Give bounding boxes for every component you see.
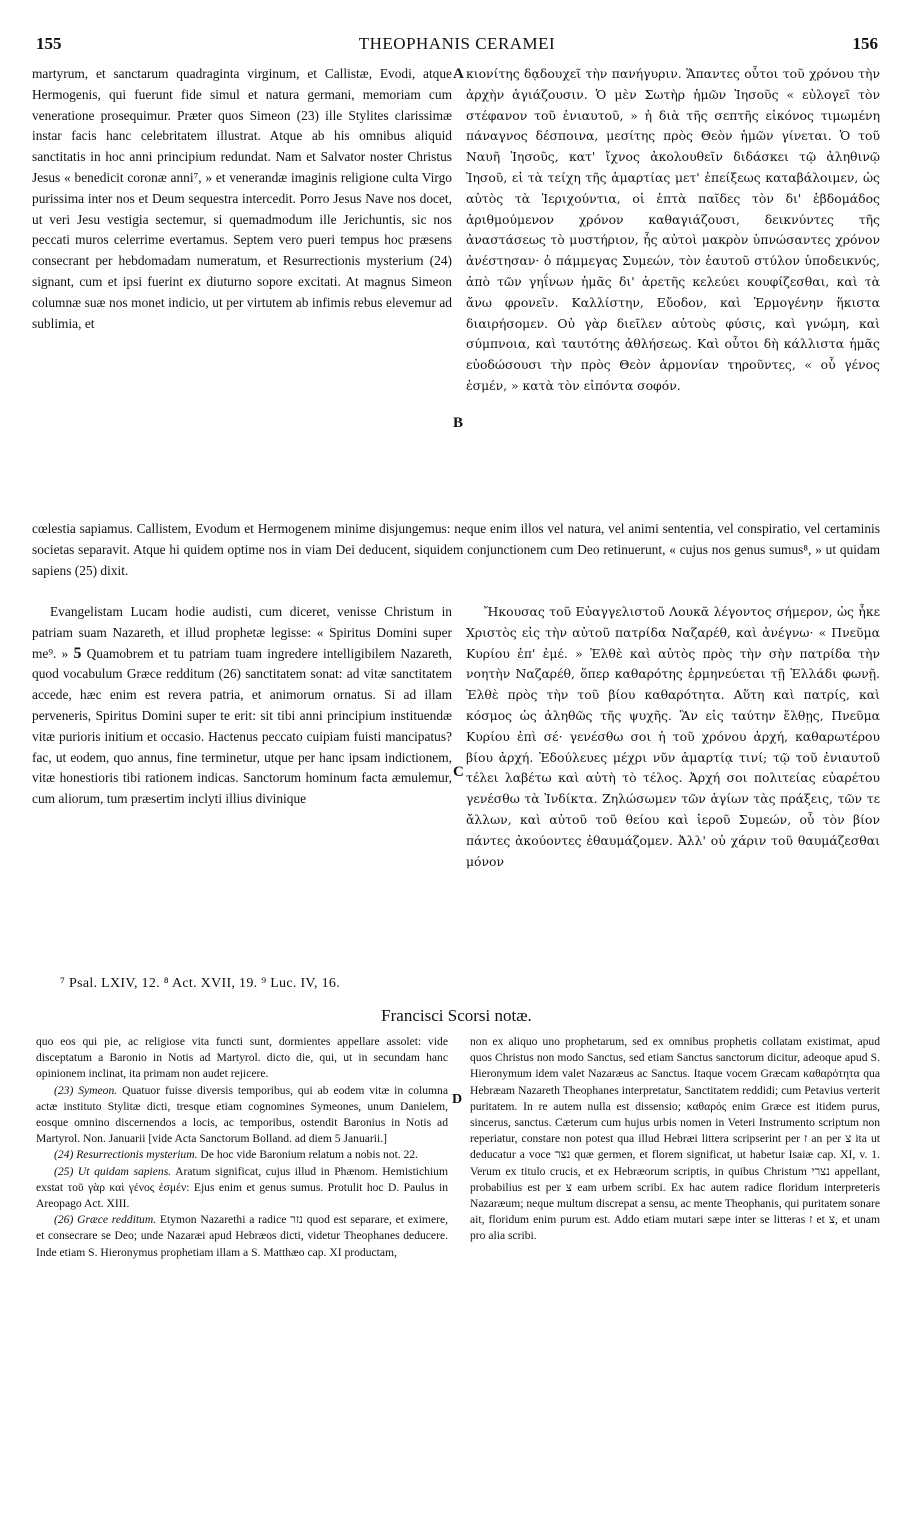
latin-paragraph-evangelist [32, 602, 452, 810]
note-25-head: (25) Ut quidam sapiens. [54, 1164, 172, 1178]
section-number-5: 5 [73, 644, 82, 662]
note-24 [36, 1147, 448, 1163]
latin-column-bottom [32, 602, 452, 810]
latin-full-width-paragraph [32, 519, 880, 581]
page-header [36, 34, 878, 60]
latin-nazareth-text: Quamobrem et tu patriam tuam ingredere intelligibilem Nazareth, quod vocabulum Græce redditum (26) sanctitatem sonat: ad vitæ sanctitatem accede, hæc enim est revera patria, et animorum ornatus. Si ad illam perveneris, Spiritus Domini super te erit: sit tibi anni principium instituendæ vitæ purioris initium et occasio. Hactenus peccato cuipiam fuisti mancipatus? fac, ut eodem, quo annus, fine terminetur, utque per hanc ipsam indictionem, vitæ honestioris tibi rationem indicas. Sanctorum hominum facta æmulemur, cum aliorum, tum præsertim inclyti illius divinique [32, 645, 452, 807]
scripture-references: ⁷ Psal. LXIV, 12. ⁸ Act. XVII, 19. ⁹ Luc. IV, 16. [60, 976, 341, 991]
margin-marker-b: B [453, 415, 464, 431]
running-title: THEOPHANIS CERAMEI [358, 34, 556, 53]
page-number: 155 [36, 34, 62, 53]
note-intro: quo eos qui pie, ac religiose vita functi sunt, dormientes appellare assolet: vide disceptatum a Baronio in Notis ad Martyrol. dicto die, qui, ut in secundam hanc opinionem inclinat, ita primam non audet rejicere. [36, 1035, 448, 1081]
margin-marker-d: D [452, 1092, 463, 1107]
notes-title: Francisci Scorsi notæ. [381, 1006, 532, 1025]
note-26-text: Etymon Nazarethi a radice נזר quod est separare, et eximere, et consecrare se Deo; unde Nazaræi apud Hebræos dicti, videtur Theophanes deducere. Inde etiam S. Hieronymus prophetiam illam a S. Matthæo cap. XI productam, [36, 1213, 448, 1259]
margin-marker-a: A [453, 66, 464, 82]
note-26-head: (26) Græce redditum. [54, 1213, 157, 1227]
note-25-text: Aratum significat, cujus illud in Phænom. Hemistichium exstat τοῦ γὰρ καὶ γένος ἐσμέν: Ejus enim et genus sumus. Protulit hoc D. Paulus in Areopago Act. XIII. [36, 1164, 448, 1211]
note-24-head: (24) Resurrectionis mysterium. [54, 1148, 198, 1162]
notes-right-column [470, 1034, 880, 1245]
note-23 [36, 1083, 448, 1148]
note-26-continued: non ex aliquo uno prophetarum, sed ex omnibus prophetis collatam existimat, apud quos Christus non modo Sanctus, sed etiam Sanctus sanctorum dicitur, adeoque apud S. Hieronymum idem valet Nazaræus ac Sanctus. Itaque vocem Græcam καθαρότητα qua Hebræam Nazareth Theophanes interpretatur, Sanctitatem reddidi; cum Petavius verterit puritatem. In re autem nulla est dissensio; καθαρός enim Græce est itidem purus, sincerus, sanctus. Cæterum cum hujus urbis nomen in Veteri Instrumento scriptum non reperiatur, constare non potest qua illud Hebræi littera scripserint per ז an per צ ita ut deducatur a voce נצר quæ germen, et florem significat, ut habetur Isaiæ cap. XI, v. 1. Verum ex titulo crucis, et ex Hebræorum scriptis, in quibus Christum נצרי appellant, probabilius est per צ eam urbem scribi. Ex hac autem radice floridum interpreteris Nazaræum; neque multum discrepat a sensu, ac mente Theophanis, qui puritatem sonare ait, floridum enim purum est. Addo etiam mutari sæpe inter se litteras ז et צ, et unam pro alia scribi. [470, 1035, 881, 1243]
notes-left-column [36, 1034, 448, 1261]
greek-column-top [466, 64, 880, 397]
latin-column-top [32, 64, 452, 334]
note-24-text: De hoc vide Baronium relatum a nobis not. 22. [200, 1148, 419, 1162]
greek-column-bottom [466, 602, 880, 872]
latin-full-text: cœlestia sapiamus. Callistem, Evodum et Hermogenem minime disjungemus: neque enim illos vel natura, vel animi sententia, vel conspiratio, vel certaminis societas separavit. Atque hi quidem optime nos in viam Dei deducent, siquidem conjunctionem cum Deo retinuerunt, « cujus nos genus sumus⁸, » ut quidam sapiens (25) dixit. [32, 521, 880, 578]
page-number-right: 156 [852, 34, 878, 53]
greek-paragraph-top: κιονίτης δᾳδουχεῖ τὴν πανήγυριν. Ἅπαντες οὗτοι τοῦ χρόνου τὴν ἀρχὴν ἁγιάζουσιν. Ὁ μὲν Σωτὴρ ἡμῶν Ἰησοῦς « εὐλογεῖ τὸν στέφανον τοῦ ἐνιαυτοῦ, » ἡ διὰ τῆς σεπτῆς εἰκόνος τιμωμένη πάναγνος δέσποινα, μεσίτης πρὸς Θεὸν ἡμῶν γίνεται. Ὁ τοῦ Ναυῆ Ἰησοῦς, κατ' ἴχνος ἀκολουθεῖν διδάσκει τῷ ἀληθινῷ Ἰησοῦ, εἰ τὰ τείχη τῆς ἁμαρτίας μετ' ἐπείξεως καταβάλοιμεν, ὡς αὐτὸς τὰ Ἱεριχούντια, οἱ ἑπτὰ παῖδες τὸν δι' ἑβδομάδος ἀριθμούμενον χρόνον καθαγιάζουσι, δεικνύντες τῆς ἀναστάσεως τὸ μυστήριον, ἧς αὐτοὶ μακρὸν ὑπνώσαντες χρόνον ἀνέστησαν· ὁ πάμμεγας Συμεών, τὸν ἑαυτοῦ στύλον ὑποδεικνύς, ἀπὸ τῶν γηΐνων ἡμᾶς δι' ἀρετῆς κελεύει κουφίζεσθαι, καὶ τὰ ἄνω φρονεῖν. Καλλίστην, Εὔοδον, καὶ Ἑρμογένην ἥκιστα διαιρήσομεν. Οὐ γὰρ διεῖλεν αὐτοὺς φύσις, καὶ γνώμη, καὶ σύμπνοια, καὶ ταυτότης ἀθλήσεως. Καὶ οὗτοι δὴ κάλλιστα ἡμᾶς εὐοδώσουσι τὴν πρὸς Θεὸν ἁρμονίαν τηροῦντες, « οὗ γένος ἐσμέν, » κατὰ τὸν εἰπόντα σοφόν. [466, 66, 880, 393]
greek-paragraph-bottom: Ἤκουσας τοῦ Εὐαγγελιστοῦ Λουκᾶ λέγοντος σήμερον, ὡς ἧκε Χριστὸς εἰς τὴν αὐτοῦ πατρίδα Ναζαρέθ, καὶ ἀνέγνω· « Πνεῦμα Κυρίου ἐπ' ἐμέ. » Ἐλθὲ καὶ αὐτὸς πρὸς τὴν σὴν πατρίδα τὴν νοητὴν Ναζαρέθ, ὅπερ καθαρότης ἑρμηνεύεται τῇ Ἑλλάδι φωνῇ. Ἐλθὲ πρὸς τὴν τοῦ βίου καθαρότητα. Αὕτη καὶ πατρίς, καὶ κόσμος ὡς ἀληθῶς τῆς ψυχῆς. Ἂν εἰς ταύτην ἔλθῃς, Πνεῦμα Κυρίου ἐπὶ σέ· γενέσθω σοι ἡ τοῦ χρόνου ἀρχή, καθαρωτέρου βίου ἀρχή. Ἐδούλευες μέχρι νῦν ἁμαρτίᾳ τινί; τῷ τοῦ ἐνιαυτοῦ τέλει λαβέτω καὶ αὐτὴ τὸ τέλος. Ἀρχή σοι πολιτείας εὐαρέτου γενέσθω τὰ Ἰνδίκτα. Ζηλώσωμεν τῶν ἁγίων τὰς πράξεις, τῶν τε ἄλλων, καὶ αὐτοῦ τοῦ θείου καὶ ἱεροῦ Συμεών, οὗ τὸν βίον πάντες ἀκούοντες ἐθαυμάζομεν. Ἀλλ' οὐ χάριν τοῦ θαυμάζεσθαι μόνον [466, 604, 880, 869]
note-26 [36, 1212, 448, 1261]
note-25 [36, 1164, 448, 1213]
latin-evangelist-text: Evangelistam Lucam hodie audisti, cum diceret, venisse Christum in patriam suam Nazareth, et illud prophetæ legisse: « Spiritus Domini super me⁹. » [32, 604, 452, 661]
note-23-head: (23) Symeon. [54, 1083, 118, 1097]
latin-paragraph-top: martyrum, et sanctarum quadraginta virginum, et Callistæ, Evodi, atque Hermogenis, qui fuerunt fide simul et natura germani, memoriam cum veneratione prosequimur. Præter quos Simeon (23) ille Stylites clarissimæ instar facis hanc celebritatem illustrat. Atque ab his omnibus aliquid sanctitatis in hoc anni principium redundat. Nam et Salvator noster Christus Jesus « benedicit coronæ anni⁷, » et venerandæ imaginis religione culta Virgo purissima inter nos et Deum sequestra intercedit. Porro Jesus Nave nos docet, ut veri Jesu vestigia sectemur, si quemadmodum ille Jerichuntis, sic nos peccati muros celerrime evertamus. Septem vero pueri tempus hoc præsens consecrant per hebdomadam numeratum, et Resurrectionis mysterium (24) signant, cum et ipsi fuerint ex diuturno sopore excitati. At magnus Simeon columnæ suæ nos monet indicio, ut per virtutem ab infimis rebus elevemur ad sublimia, et [32, 66, 452, 331]
note-23-text: Quatuor fuisse diversis temporibus, qui ab eodem vitæ in columna actæ instituto Stylitæ dicti, tresque etiam cognomines Symeones, unum Danielem, eosque omnino discernendos a locis, ac temporibus, ostendit Baronius in Notis ad Martyrol. Non. Januarii [vide Acta Sanctorum Bolland. ad diem 5 Januarii.] [36, 1083, 448, 1146]
margin-marker-c: C [453, 764, 464, 780]
